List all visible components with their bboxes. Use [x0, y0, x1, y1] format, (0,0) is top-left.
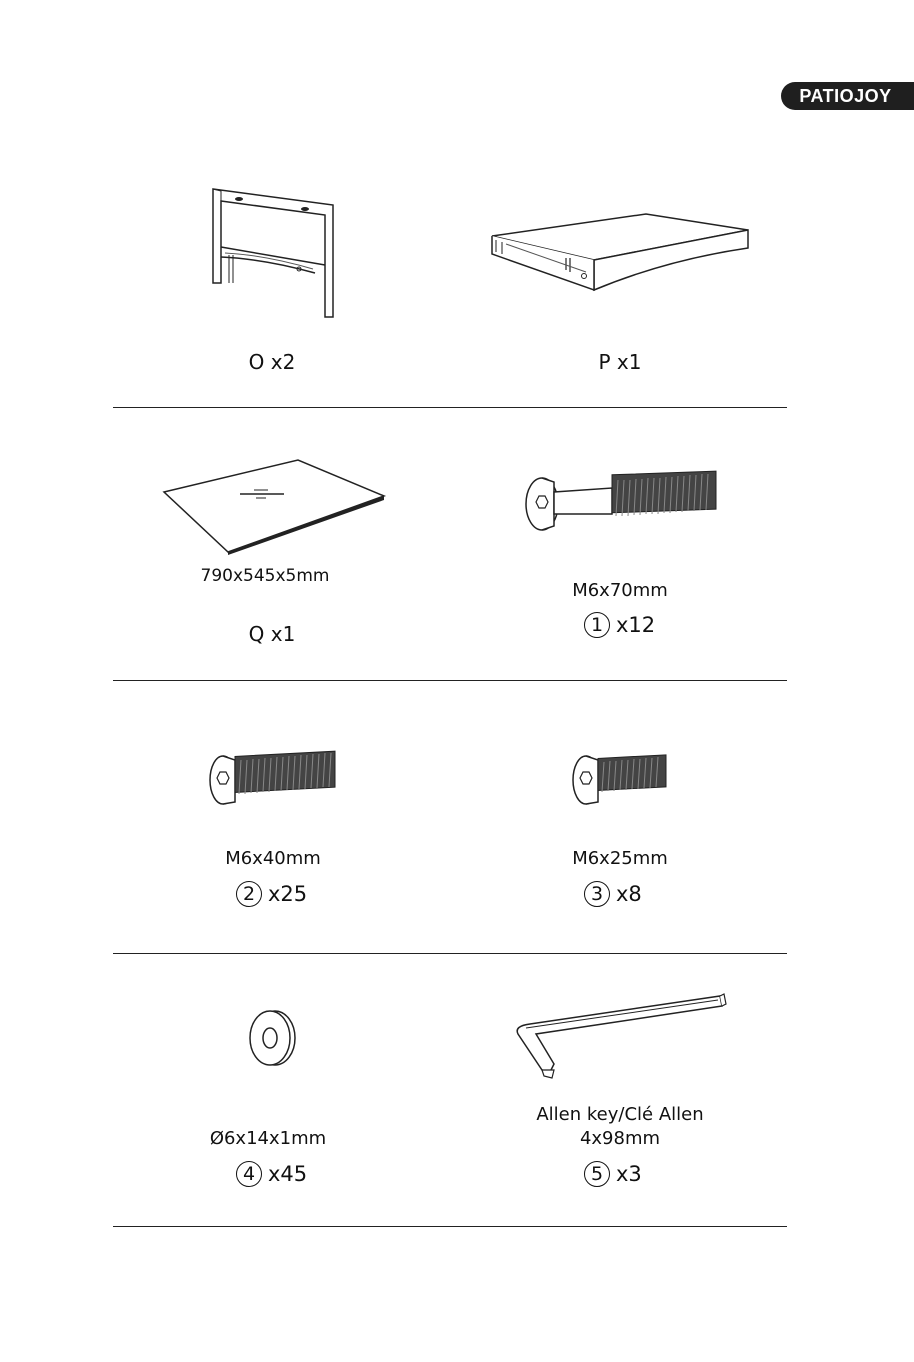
part-2-size: M6x40mm [225, 848, 321, 869]
part-5-qty: x3 [616, 1162, 642, 1186]
part-3-number: 3 [584, 881, 610, 907]
part-1-qty: x12 [616, 613, 656, 637]
part-2-qty-row [236, 881, 307, 907]
part-5-number: 5 [584, 1161, 610, 1187]
bolt-40mm-drawing [205, 748, 340, 810]
part-1-size: M6x70mm [572, 580, 668, 601]
part-4-number: 4 [236, 1161, 262, 1187]
part-4-qty: x45 [268, 1162, 308, 1186]
part-5-qty-row [584, 1161, 642, 1187]
allen-key-drawing [512, 990, 727, 1080]
part-5-illustration [512, 990, 727, 1080]
part-q-size: 790x545x5mm [200, 566, 330, 586]
bolt-70mm-drawing [520, 470, 720, 534]
part-3-qty-row [584, 881, 642, 907]
part-o-label: O x2 [248, 350, 296, 374]
part-3-illustration [568, 748, 673, 810]
glass-panel-drawing [160, 458, 390, 558]
part-5-size: 4x98mm [579, 1128, 661, 1149]
divider [113, 680, 787, 681]
part-2-number: 2 [236, 881, 262, 907]
part-1-number: 1 [584, 612, 610, 638]
part-4-size: Ø6x14x1mm [209, 1128, 327, 1149]
part-3-qty: x8 [616, 882, 642, 906]
part-1-illustration [520, 470, 720, 534]
part-5-name: Allen key/Clé Allen [536, 1104, 704, 1125]
part-3-size: M6x25mm [572, 848, 668, 869]
divider [113, 407, 787, 408]
part-2-illustration [205, 748, 340, 810]
part-p-illustration [486, 210, 756, 300]
part-q-illustration [160, 458, 390, 558]
part-2-qty: x25 [268, 882, 308, 906]
side-frame-drawing [205, 185, 345, 325]
top-frame-drawing [486, 210, 756, 300]
bolt-25mm-drawing [568, 748, 673, 810]
washer-drawing [245, 1008, 299, 1068]
brand-logo: PATIOJOY [781, 82, 914, 110]
part-p-label: P x1 [598, 350, 642, 374]
divider [113, 1226, 787, 1227]
part-4-qty-row [236, 1161, 307, 1187]
part-4-illustration [245, 1008, 299, 1068]
part-q-label: Q x1 [248, 622, 296, 646]
divider [113, 953, 787, 954]
part-1-qty-row [584, 612, 655, 638]
part-o-illustration [205, 185, 345, 325]
